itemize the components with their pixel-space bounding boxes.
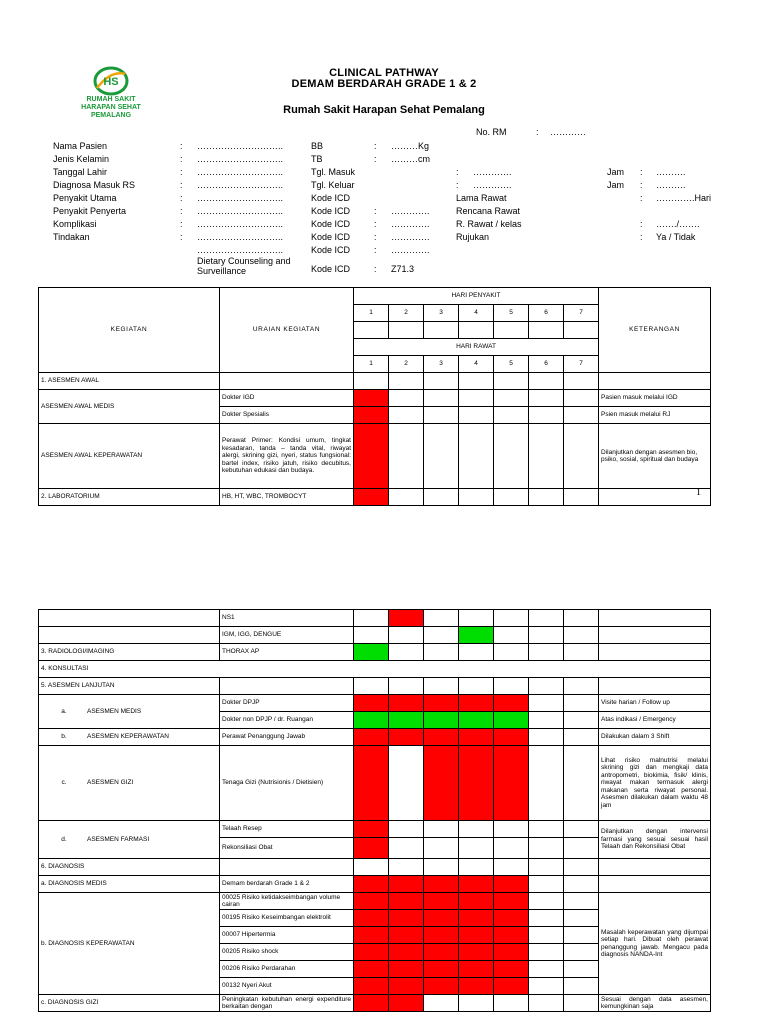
- activity-detail: Dokter IGD: [220, 390, 354, 407]
- activity-label: b. DIAGNOSIS KEPERAWATAN: [39, 893, 220, 995]
- pathway-table-page-2: [38, 609, 711, 1012]
- day-cell-filled[interactable]: [354, 489, 389, 506]
- field-colon: :: [180, 154, 183, 164]
- field-value[interactable]: Ya / Tidak: [656, 232, 696, 242]
- day-cell-filled[interactable]: [354, 390, 389, 407]
- day-cell-filled[interactable]: [424, 746, 459, 821]
- day-cell-filled[interactable]: [459, 927, 494, 944]
- header-uraian: URAIAN KEGIATAN: [220, 288, 354, 373]
- activity-label: [39, 821, 220, 859]
- field-label: Nama Pasien: [53, 141, 108, 151]
- section-label: 1. ASESMEN AWAL: [39, 373, 220, 390]
- day-cell-filled[interactable]: [494, 746, 529, 821]
- field-value[interactable]: ………………………..: [197, 141, 284, 151]
- day-cell-filled[interactable]: [494, 978, 529, 995]
- activity-detail: 00007 Hipertermia: [220, 927, 354, 944]
- day-cell-filled[interactable]: [389, 927, 424, 944]
- field-label: R. Rawat / kelas: [456, 219, 522, 229]
- day-cell-filled[interactable]: [354, 695, 389, 712]
- field-label: Komplikasi: [53, 219, 97, 229]
- day-cell-filled[interactable]: [459, 876, 494, 893]
- field-colon: :: [180, 193, 183, 203]
- logo-line-1: RUMAH SAKIT: [86, 96, 136, 103]
- day-cell-filled[interactable]: [424, 944, 459, 961]
- activity-detail: Dokter DPJP: [220, 695, 354, 712]
- field-label: Kode ICD: [311, 219, 351, 229]
- activity-detail: NS1: [220, 610, 354, 627]
- field-value[interactable]: ………………………..: [197, 232, 284, 242]
- note: Dilakukan dalam 3 Shift: [599, 729, 711, 746]
- day-cell-filled[interactable]: [389, 910, 424, 927]
- day-cell-filled[interactable]: [494, 876, 529, 893]
- day-cell-filled[interactable]: [354, 961, 389, 978]
- activity-detail: Telaah Resep: [220, 821, 354, 838]
- table-row: [39, 876, 711, 893]
- day-cell-filled[interactable]: [354, 876, 389, 893]
- note: Dilanjutkan dengan asesmen bio, psiko, sosial, spiritual dan budaya: [599, 424, 711, 489]
- day-cell-filled[interactable]: [459, 910, 494, 927]
- day-cell-filled[interactable]: [389, 893, 424, 910]
- note: Atas indikasi / Emergency: [599, 712, 711, 729]
- day-cell-filled[interactable]: [494, 944, 529, 961]
- field-colon: :: [640, 180, 643, 190]
- day-cell-filled[interactable]: [424, 695, 459, 712]
- day-cell-filled[interactable]: [424, 978, 459, 995]
- document-title: CLINICAL PATHWAY: [329, 67, 439, 79]
- header-keterangan: KETERANGAN: [599, 288, 711, 373]
- day-cell-filled[interactable]: [354, 729, 389, 746]
- note: Visite harian / Follow up: [599, 695, 711, 712]
- field-label: Tgl. Masuk: [311, 167, 356, 177]
- field-label: Jam: [607, 167, 625, 177]
- field-value[interactable]: ………………………..: [197, 180, 284, 190]
- field-label: TB: [311, 154, 323, 164]
- field-colon: :: [374, 206, 377, 216]
- day-cell-filled[interactable]: [494, 729, 529, 746]
- field-label: Kode ICD: [311, 245, 351, 255]
- no-rm-value[interactable]: …………: [550, 127, 586, 137]
- field-label: Diagnosa Masuk RS: [53, 180, 136, 190]
- activity-label: [39, 746, 220, 821]
- field-label: Tindakan: [53, 232, 90, 242]
- activity-detail: 00206 Risiko Perdarahan: [220, 961, 354, 978]
- note: Sesuai dengan data asesmen, kemungkinan saja: [599, 995, 711, 1012]
- section-label: 6. DIAGNOSIS: [39, 859, 220, 876]
- day-cell-filled[interactable]: [389, 961, 424, 978]
- day-cell-filled[interactable]: [389, 995, 424, 1012]
- field-label: Rujukan: [456, 232, 490, 242]
- field-colon: :: [456, 167, 459, 177]
- day-number: 4: [459, 356, 494, 373]
- note: Masalah keperawatan yang dijumpai setiap hari. Dibuat oleh perawat penanggung jawab. Mengacu pada diagnosis NANDA-Int: [599, 893, 711, 995]
- field-value[interactable]: ………Kg: [391, 141, 430, 151]
- day-number: 2: [389, 356, 424, 373]
- activity-detail: 00205 Risiko shock: [220, 944, 354, 961]
- activity-label: [39, 729, 220, 746]
- sub-letter: d.: [61, 835, 67, 843]
- note: Lihat risiko malnutrisi melalui skrining gizi dan mengkaji data antropometri, biokimia, fisik/ klinis, riwayat makan termasuk alergi makanan serta riwayat personal. Asesmen dilakukan dalam waktu 48 jam: [599, 746, 711, 821]
- day-number: 5: [494, 305, 529, 322]
- field-colon: :: [180, 232, 183, 242]
- activity-label: [39, 695, 220, 729]
- day-cell-filled[interactable]: [459, 695, 494, 712]
- activity-detail: THORAX AP: [220, 644, 354, 661]
- day-cell-filled[interactable]: [354, 927, 389, 944]
- day-cell-filled[interactable]: [389, 610, 424, 627]
- sub-letter: b.: [61, 733, 67, 741]
- day-number: 7: [564, 305, 599, 322]
- field-label: Jam: [607, 180, 625, 190]
- field-label: Tanggal Lahir: [53, 167, 108, 177]
- field-colon: :: [456, 180, 459, 190]
- day-cell-filled[interactable]: [389, 876, 424, 893]
- day-cell-filled[interactable]: [494, 695, 529, 712]
- day-cell-optional[interactable]: [459, 712, 494, 729]
- activity-detail: 00195 Risiko Keseimbangan elektrolit: [220, 910, 354, 927]
- day-cell-filled[interactable]: [494, 910, 529, 927]
- table-row: [39, 821, 711, 838]
- field-label: Kode ICD: [311, 264, 351, 274]
- day-cell-filled[interactable]: [459, 978, 494, 995]
- day-cell-filled[interactable]: [354, 746, 389, 821]
- sub-title: ASESMEN MEDIS: [87, 707, 142, 715]
- field-value[interactable]: ………………………..: [197, 193, 284, 203]
- page-number: 1: [696, 487, 701, 498]
- field-colon: :: [640, 167, 643, 177]
- day-cell-filled[interactable]: [389, 695, 424, 712]
- header-kegiatan: KEGIATAN: [39, 288, 220, 373]
- day-cell-filled[interactable]: [459, 961, 494, 978]
- day-cell-optional[interactable]: [354, 712, 389, 729]
- pathway-table-page-1: [38, 287, 711, 506]
- field-label: Penyakit Utama: [53, 193, 117, 203]
- field-label: Tgl. Keluar: [311, 180, 355, 190]
- table-row: [39, 729, 711, 746]
- activity-detail: HB, HT, WBC, TROMBOCYT: [220, 489, 354, 506]
- day-cell-optional[interactable]: [389, 712, 424, 729]
- field-value[interactable]: ………………………..: [197, 219, 284, 229]
- table-row: [39, 893, 711, 910]
- document-subtitle: DEMAM BERDARAH GRADE 1 & 2: [291, 78, 477, 90]
- logo-mark: HS: [103, 76, 119, 88]
- field-colon: :: [374, 245, 377, 255]
- field-value[interactable]: ………………………..: [197, 154, 284, 164]
- field-colon: :: [640, 193, 643, 203]
- day-cell-filled[interactable]: [354, 407, 389, 424]
- activity-detail: 00132 Nyeri Akut: [220, 978, 354, 995]
- day-cell-filled[interactable]: [354, 821, 389, 838]
- field-value[interactable]: ………….: [391, 219, 430, 229]
- day-cell-filled[interactable]: [494, 893, 529, 910]
- day-cell-filled[interactable]: [354, 424, 389, 489]
- day-cell-optional[interactable]: [494, 712, 529, 729]
- table-row: [39, 627, 711, 644]
- field-colon: :: [180, 167, 183, 177]
- field-colon: :: [374, 219, 377, 229]
- field-value[interactable]: ………….Hari: [656, 193, 712, 203]
- field-colon: :: [374, 141, 377, 151]
- day-cell-filled[interactable]: [354, 978, 389, 995]
- day-number: 6: [529, 305, 564, 322]
- section-label: 2. LABORATORIUM: [39, 489, 220, 506]
- day-cell-filled[interactable]: [459, 944, 494, 961]
- day-cell-filled[interactable]: [424, 729, 459, 746]
- day-number: 2: [389, 305, 424, 322]
- field-label: Kode ICD: [311, 206, 351, 216]
- field-value[interactable]: ……….: [656, 180, 686, 190]
- day-cell-filled[interactable]: [459, 746, 494, 821]
- day-cell-filled[interactable]: [424, 927, 459, 944]
- day-cell-filled[interactable]: [354, 910, 389, 927]
- day-number: 4: [459, 305, 494, 322]
- field-value[interactable]: ………………………..: [197, 206, 284, 216]
- note: Psien masuk melalui RJ: [599, 407, 711, 424]
- field-colon: :: [374, 154, 377, 164]
- activity-label: ASESMEN AWAL KEPERAWATAN: [39, 424, 220, 489]
- activity-label: c. DIAGNOSIS GIZI: [39, 995, 220, 1012]
- field-colon: :: [180, 219, 183, 229]
- table-row: [39, 661, 711, 678]
- field-label: Rencana Rawat: [456, 206, 521, 216]
- field-label: Penyakit Penyerta: [53, 206, 127, 216]
- field-label: Lama Rawat: [456, 193, 507, 203]
- field-colon: :: [180, 180, 183, 190]
- table-row: [39, 373, 711, 390]
- day-cell-optional[interactable]: [459, 627, 494, 644]
- activity-detail: Dokter non DPJP / dr. Ruangan: [220, 712, 354, 729]
- field-value[interactable]: ………cm: [391, 154, 430, 164]
- field-label: Jenis Kelamin: [53, 154, 110, 164]
- field-colon: :: [640, 232, 643, 242]
- field-value[interactable]: ………………………..: [197, 167, 284, 177]
- field-value[interactable]: ……….: [656, 167, 686, 177]
- field-label: Kode ICD: [311, 232, 351, 242]
- table-row: [39, 678, 711, 695]
- field-value[interactable]: ………….: [391, 245, 430, 255]
- field-label: BB: [311, 141, 324, 151]
- day-cell-filled[interactable]: [424, 910, 459, 927]
- day-cell-filled[interactable]: [459, 893, 494, 910]
- day-cell-optional[interactable]: [424, 712, 459, 729]
- table-row: [39, 610, 711, 627]
- day-number: 3: [424, 356, 459, 373]
- day-cell-filled[interactable]: [354, 838, 389, 859]
- day-cell-filled[interactable]: [494, 961, 529, 978]
- sub-title: ASESMEN FARMASI: [87, 835, 150, 843]
- activity-detail: 00025 Risiko ketidakseimbangan volume cairan: [220, 893, 354, 910]
- day-cell-filled[interactable]: [459, 729, 494, 746]
- section-label: 3. RADIOLOGI/IMAGING: [39, 644, 220, 661]
- field-colon: :: [374, 232, 377, 242]
- dietary-label: Dietary Counseling and Surveillance: [197, 256, 291, 276]
- table-row: [39, 489, 711, 506]
- table-row: [39, 424, 711, 489]
- table-row: [39, 859, 711, 876]
- section-label: 5. ASESMEN LANJUTAN: [39, 678, 220, 695]
- logo-line-2: HARAPAN SEHAT: [81, 104, 141, 111]
- field-value[interactable]: ………….: [473, 180, 512, 190]
- table-row: [39, 695, 711, 712]
- field-value[interactable]: ……./…….: [656, 219, 700, 229]
- day-cell-filled[interactable]: [424, 961, 459, 978]
- activity-label: a. DIAGNOSIS MEDIS: [39, 876, 220, 893]
- table-row: [39, 746, 711, 821]
- day-cell-filled[interactable]: [389, 944, 424, 961]
- day-number: 1: [354, 356, 389, 373]
- day-cell-filled[interactable]: [424, 876, 459, 893]
- activity-detail: Perawat Primer: Kondisi umum, tingkat kesadaran, tanda – tanda vital, riwayat alergi, skrining gizi, nyeri, status fungsional: bartel index, risiko jatuh, risiko decubitus, kebutuhan edukasi dan budaya.: [220, 424, 354, 489]
- table-row: [39, 644, 711, 661]
- day-cell-filled[interactable]: [424, 893, 459, 910]
- day-number: 5: [494, 356, 529, 373]
- day-cell-filled[interactable]: [354, 944, 389, 961]
- field-value[interactable]: ………….: [391, 206, 430, 216]
- logo-line-3: PEMALANG: [90, 112, 132, 119]
- sub-letter: c.: [61, 779, 67, 787]
- day-number: 6: [529, 356, 564, 373]
- day-cell-optional[interactable]: [354, 644, 389, 661]
- activity-detail: Perawat Penanggung Jawab: [220, 729, 354, 746]
- sub-letter: a.: [61, 707, 67, 715]
- day-cell-filled[interactable]: [389, 978, 424, 995]
- day-cell-filled[interactable]: [354, 893, 389, 910]
- no-rm-label: No. RM: [476, 127, 507, 137]
- field-colon: :: [374, 264, 377, 274]
- field-value: Z71.3: [391, 264, 415, 274]
- activity-detail: IGM, IGG, DENGUE: [220, 627, 354, 644]
- activity-detail: Tenaga Gizi (Nutrisionis / Dietisien): [220, 746, 354, 821]
- no-rm-colon: :: [536, 127, 539, 137]
- day-number: 7: [564, 356, 599, 373]
- header-hari-penyakit: HARI PENYAKIT: [354, 288, 599, 305]
- sub-title: ASESMEN GIZI: [87, 779, 134, 787]
- field-value[interactable]: ………….: [473, 167, 512, 177]
- field-colon: :: [180, 206, 183, 216]
- field-colon: :: [640, 219, 643, 229]
- day-number: 1: [354, 305, 389, 322]
- field-label: Kode ICD: [311, 193, 351, 203]
- field-value[interactable]: ………….: [391, 232, 430, 242]
- field-colon: :: [180, 141, 183, 151]
- section-label: 4. KONSULTASI: [39, 661, 711, 678]
- day-cell-filled[interactable]: [494, 927, 529, 944]
- activity-detail: Peningkatan kebutuhan energi expenditure berkaitan dengan: [220, 995, 354, 1012]
- sub-title: ASESMEN KEPERAWATAN: [87, 733, 169, 741]
- field-value-extra[interactable]: ………………………..: [197, 245, 284, 255]
- table-row: [39, 390, 711, 407]
- activity-detail: Rekonsiliasi Obat: [220, 838, 354, 859]
- activity-detail: Dokter Spesialis: [220, 407, 354, 424]
- day-cell-filled[interactable]: [389, 729, 424, 746]
- hospital-name: Rumah Sakit Harapan Sehat Pemalang: [283, 104, 485, 116]
- activity-label: ASESMEN AWAL MEDIS: [39, 390, 220, 424]
- day-number: 3: [424, 305, 459, 322]
- header-hari-rawat: HARI RAWAT: [354, 339, 599, 356]
- day-cell-filled[interactable]: [354, 995, 389, 1012]
- activity-detail: Demam berdarah Grade 1 & 2: [220, 876, 354, 893]
- note: Dilanjutkan dengan intervensi farmasi yang sesuai sesuai hasil Telaah dan Rekonsiliasi Obat: [599, 821, 711, 859]
- note: Pasien masuk melalui IGD: [599, 390, 711, 407]
- table-row: [39, 995, 711, 1012]
